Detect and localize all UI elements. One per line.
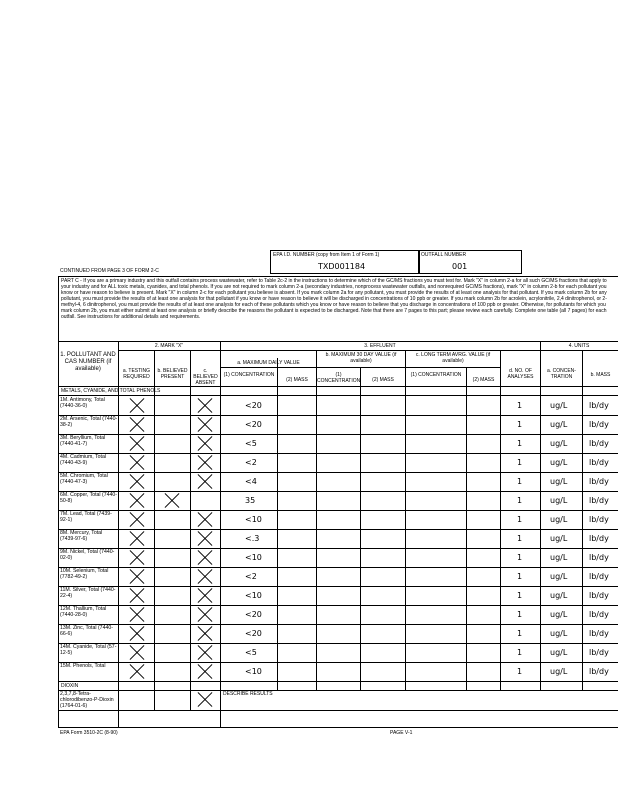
col-long-term: c. LONG TERM AVRG. VALUE (if available) (415, 352, 491, 364)
col-believed-absent: c. BELIEVED ABSENT (193, 368, 218, 386)
units-mass: lb/dy (589, 401, 609, 410)
row-divider (58, 510, 618, 511)
units-concentration: ug/L (550, 572, 568, 581)
row-divider (58, 491, 618, 492)
row-divider (58, 472, 618, 473)
number-of-analyses: 1 (517, 572, 523, 581)
units-mass: lb/dy (589, 667, 609, 676)
testing-required-mark (129, 455, 145, 471)
row-divider (58, 434, 618, 435)
units-mass: lb/dy (589, 648, 609, 657)
units-concentration: ug/L (550, 420, 568, 429)
believed-absent-mark (197, 645, 213, 661)
max-daily-concentration: <2 (245, 458, 257, 467)
units-mass: lb/dy (589, 515, 609, 524)
number-of-analyses: 1 (517, 667, 523, 676)
units-mass: lb/dy (589, 553, 609, 562)
believed-absent-mark (197, 417, 213, 433)
believed-absent-mark (197, 398, 213, 414)
max-daily-concentration: <5 (245, 439, 257, 448)
col-mass-b: (2) MASS (372, 377, 394, 383)
footer-form-id: EPA Form 3510-2C (8-90) (60, 730, 118, 736)
units-concentration: ug/L (550, 553, 568, 562)
pollutant-name: 5M. Chromium, Total (7440-47-3) (60, 473, 108, 485)
testing-required-mark (129, 588, 145, 604)
pollutant-name: 4M. Cadmium, Total (7440-43-9) (60, 454, 107, 466)
number-of-analyses: 1 (517, 420, 523, 429)
testing-required-mark (129, 417, 145, 433)
outfall-value: 001 (452, 262, 468, 271)
number-of-analyses: 1 (517, 515, 523, 524)
believed-absent-mark (197, 607, 213, 623)
number-of-analyses: 1 (517, 629, 523, 638)
col-pollutant-header: 1. POLLUTANT AND CAS NUMBER (if available) (60, 352, 116, 372)
col-conc-c: (1) CONCENTRATION (410, 372, 462, 378)
testing-required-mark (129, 664, 145, 680)
col-mass-c: (2) MASS (472, 377, 495, 383)
row-divider (58, 624, 618, 625)
number-of-analyses: 1 (517, 401, 523, 410)
epa-id-value: TXD001184 (318, 262, 366, 271)
units-concentration: ug/L (550, 591, 568, 600)
col-conc-b: (1) CONCENTRATION (317, 372, 361, 384)
believed-absent-mark (197, 436, 213, 452)
pollutant-name: 11M. Silver, Total (7440-22-4) (60, 587, 116, 599)
pollutant-name: 7M. Lead, Total (7439-92-1) (60, 511, 112, 523)
pollutant-name: 13M. Zinc, Total (7440-66-6) (60, 625, 113, 637)
row-divider (58, 567, 618, 568)
units-mass: lb/dy (589, 610, 609, 619)
row-divider (58, 662, 618, 663)
units-concentration: ug/L (550, 496, 568, 505)
col-mark-header: 2. MARK "X" (154, 343, 184, 349)
continued-label: CONTINUED FROM PAGE 3 OF FORM 2-C (60, 268, 159, 274)
number-of-analyses: 1 (517, 458, 523, 467)
believed-absent-mark (197, 474, 213, 490)
number-of-analyses: 1 (517, 534, 523, 543)
max-daily-concentration: <2 (245, 572, 257, 581)
max-daily-concentration: <4 (245, 477, 257, 486)
max-daily-concentration: <20 (245, 610, 262, 619)
col-units-mass: b. MASS (590, 372, 611, 378)
col-conc-a: (1) CONCENTRATION (223, 372, 275, 378)
units-concentration: ug/L (550, 439, 568, 448)
testing-required-mark (129, 645, 145, 661)
col-testing-required: a. TESTING REQUIRED (122, 368, 151, 380)
dioxin-absent-mark (197, 692, 213, 708)
row-divider (58, 529, 618, 530)
col-mass-a: (2) MASS (286, 377, 308, 383)
max-daily-concentration: <10 (245, 591, 262, 600)
testing-required-mark (129, 474, 145, 490)
max-daily-concentration: <20 (245, 629, 262, 638)
believed-absent-mark (197, 550, 213, 566)
max-daily-concentration: <10 (245, 667, 262, 676)
believed-present-mark (164, 493, 180, 509)
units-mass: lb/dy (589, 629, 609, 638)
row-divider (58, 415, 618, 416)
number-of-analyses: 1 (517, 610, 523, 619)
testing-required-mark (129, 398, 145, 414)
col-max-daily: a. MAXIMUM DAILY VALUE (237, 360, 300, 366)
footer-page: PAGE V-1 (390, 730, 413, 736)
units-mass: lb/dy (589, 439, 609, 448)
col-max-30-day: b. MAXIMUM 30 DAY VALUE (if available) (325, 352, 397, 364)
believed-absent-mark (197, 531, 213, 547)
pollutant-name: 9M. Nickel, Total (7440-02-0) (60, 549, 115, 561)
believed-absent-mark (197, 569, 213, 585)
believed-absent-mark (197, 664, 213, 680)
number-of-analyses: 1 (517, 648, 523, 657)
section-dioxin: DIOXIN (61, 683, 79, 689)
units-concentration: ug/L (550, 534, 568, 543)
units-mass: lb/dy (589, 496, 609, 505)
units-concentration: ug/L (550, 648, 568, 657)
believed-absent-mark (197, 455, 213, 471)
units-concentration: ug/L (550, 629, 568, 638)
believed-absent-mark (197, 588, 213, 604)
dioxin-describe-results: DESCRIBE RESULTS (223, 691, 273, 697)
pollutant-name: 14M. Cyanide, Total (57-12-5) (60, 644, 117, 656)
units-mass: lb/dy (589, 477, 609, 486)
units-mass: lb/dy (589, 572, 609, 581)
units-mass: lb/dy (589, 591, 609, 600)
col-no-analyses: d. NO. OF ANALYSES (507, 368, 534, 380)
units-concentration: ug/L (550, 477, 568, 486)
believed-absent-mark (197, 626, 213, 642)
pollutant-name: 12M. Thallium, Total (7440-28-0) (60, 606, 107, 618)
number-of-analyses: 1 (517, 553, 523, 562)
number-of-analyses: 1 (517, 477, 523, 486)
pollutant-name: 2M. Arsenic, Total (7440-38-2) (60, 416, 118, 428)
units-concentration: ug/L (550, 515, 568, 524)
units-concentration: ug/L (550, 458, 568, 467)
testing-required-mark (129, 626, 145, 642)
pollutant-name: 15M. Phenols, Total (60, 663, 106, 669)
believed-absent-mark (197, 512, 213, 528)
units-concentration: ug/L (550, 401, 568, 410)
number-of-analyses: 1 (517, 439, 523, 448)
max-daily-concentration: <.3 (245, 534, 260, 543)
col-believed-present: b. BELIEVED PRESENT (157, 368, 188, 380)
testing-required-mark (129, 550, 145, 566)
section-metals: METALS, CYANIDE, AND TOTAL PHENOLS (61, 388, 161, 394)
units-mass: lb/dy (589, 458, 609, 467)
max-daily-concentration: <20 (245, 401, 262, 410)
part-c-instructions: PART C - If you are a primary industry and this outfall contains process wastewater, refer to Table 2c-2 in the instructions to determine which of the GC/MS fractions you must test for. Mark "X" in column 2-a for all such GC/MS fractions that apply to your industry and for ALL toxic metals, cyanides, and total phenols. If you are not required to mark column 2-a (secondary industries, nonprocess wastewater outfalls, and nonrequired GC/MS fractions), mark "X" in column 2-b for each pollutant you know or have reason to believe is present. Mark "X" in column 2-c for each pollutant you believe is absent. If you mark column 2a for any pollutant, you must provide the results of at least one analysis for that pollutant. If you mark column 2b for any pollutant, you must provide the results of at least one analysis for that pollutant if you know or have reason to believe it will be discharged in concentrations of 10 ppb or greater. If you mark column 2b for acrolein, acrylonitrile, 2,4 dinitrophenol, or 2-methyl-4, 6 dinitrophenol, you must provide the results of at least one analysis for each of these pollutants which you know or have reason to believe that you discharge in concentrations of 100 ppb or greater. Otherwise, for pollutants for which you mark column 2b, you must either submit at least one analysis or briefly describe the reasons the pollutant is expected to be discharged. Note that there are 7 pages to this part; please review each carefully. Complete one table (all 7 pages) for each outfall. See instructions for additional details and requirements. (61, 278, 607, 320)
max-daily-concentration: <10 (245, 515, 262, 524)
testing-required-mark (129, 436, 145, 452)
row-divider (58, 453, 618, 454)
col-effluent-header: 3. EFFLUENT (364, 343, 396, 349)
units-concentration: ug/L (550, 667, 568, 676)
row-divider (58, 681, 618, 682)
testing-required-mark (129, 493, 145, 509)
epa-id-label: EPA I.D. NUMBER (copy from Item 1 of Form 1) (273, 252, 380, 258)
dioxin-name: 2,3,7,8-Tetra-chlorodibenzo-P-Dioxin (1764-01-6) (60, 691, 114, 709)
max-daily-concentration: <20 (245, 420, 262, 429)
col-units-conc: a. CONCEN-TRATION (547, 368, 576, 380)
pollutant-name: 1M. Antimony, Total (7440-36-0) (60, 397, 105, 409)
number-of-analyses: 1 (517, 496, 523, 505)
max-daily-concentration: <5 (245, 648, 257, 657)
col-units-header: 4. UNITS (568, 343, 590, 349)
units-mass: lb/dy (589, 420, 609, 429)
testing-required-mark (129, 607, 145, 623)
units-concentration: ug/L (550, 610, 568, 619)
row-divider (58, 643, 618, 644)
pollutant-name: 10M. Selenium, Total (7782-49-2) (60, 568, 109, 580)
units-mass: lb/dy (589, 534, 609, 543)
testing-required-mark (129, 531, 145, 547)
outfall-label: OUTFALL NUMBER (421, 252, 467, 258)
number-of-analyses: 1 (517, 591, 523, 600)
row-divider (58, 586, 618, 587)
pollutant-name: 6M. Copper, Total (7440-50-8) (60, 492, 117, 504)
testing-required-mark (129, 569, 145, 585)
pollutant-name: 8M. Mercury, Total (7439-97-6) (60, 530, 103, 542)
row-divider (58, 548, 618, 549)
max-daily-concentration: <10 (245, 553, 262, 562)
pollutant-name: 3M. Beryllium, Total (7440-41-7) (60, 435, 106, 447)
testing-required-mark (129, 512, 145, 528)
max-daily-concentration: 35 (245, 496, 256, 505)
row-divider (58, 605, 618, 606)
